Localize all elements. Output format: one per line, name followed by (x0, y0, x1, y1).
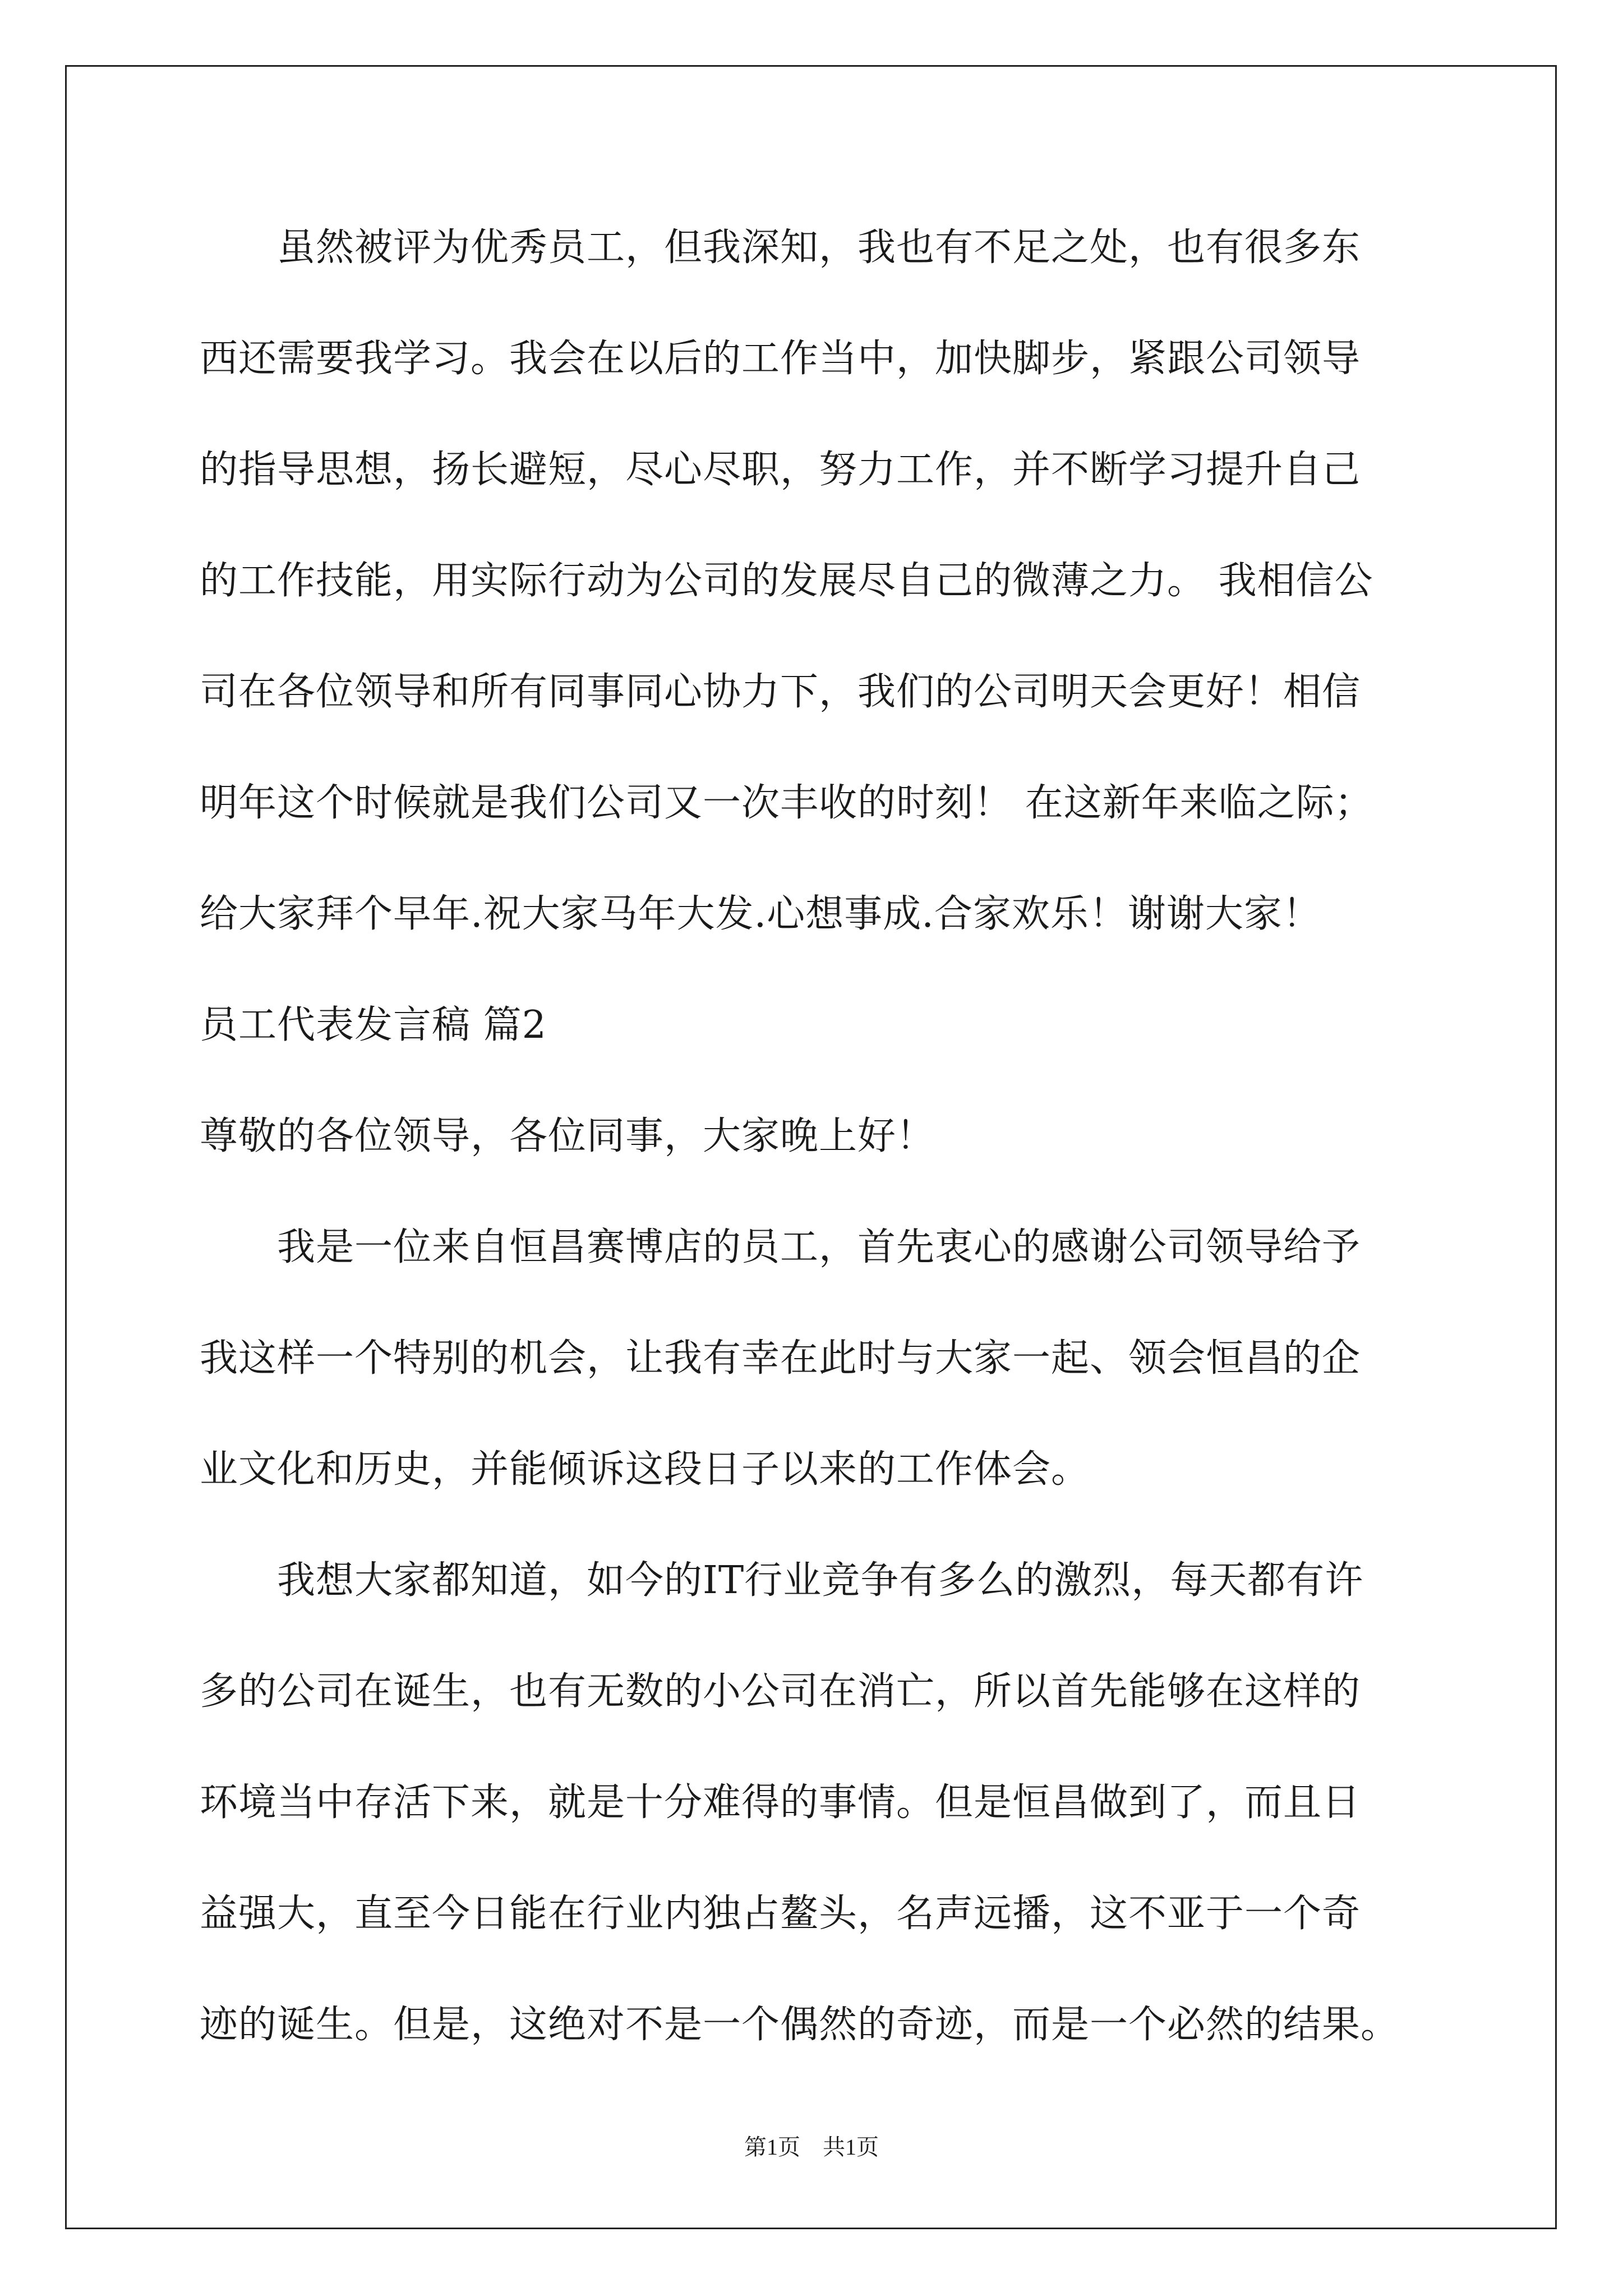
paragraph-line: 给大家拜个早年.祝大家马年大发.心想事成.合家欢乐！谢谢大家！ (200, 892, 1321, 936)
paragraph-line: 我这样一个特别的机会，让我有幸在此时与大家一起、领会恒昌的企 (200, 1336, 1361, 1381)
paragraph-line: 多的公司在诞生，也有无数的小公司在消亡，所以首先能够在这样的 (200, 1669, 1361, 1714)
paragraph-line: 环境当中存活下来，就是十分难得的事情。但是恒昌做到了，而且日 (200, 1780, 1361, 1825)
paragraph-line: 益强大，直至今日能在行业内独占鳌头，名声远播，这不亚于一个奇 (200, 1892, 1361, 1936)
paragraph-line: 的指导思想，扬长避短，尽心尽职，努力工作，并不断学习提升自己 (200, 448, 1361, 492)
paragraph-line: 司在各位领导和所有同事同心协力下，我们的公司明天会更好！相信 (200, 670, 1361, 714)
paragraph-line: 虽然被评为优秀员工，但我深知，我也有不足之处，也有很多东 (200, 226, 1361, 270)
paragraph-line: 我想大家都知道，如今的IT行业竞争有多么的激烈，每天都有许 (200, 1558, 1364, 1603)
paragraph-line: 西还需要我学习。我会在以后的工作当中，加快脚步，紧跟公司领导 (200, 337, 1361, 381)
paragraph-line: 的工作技能，用实际行动为公司的发展尽自己的微薄之力。 我相信公 (200, 559, 1373, 603)
paragraph-line: 明年这个时候就是我们公司又一次丰收的时刻！ 在这新年来临之际； (200, 781, 1373, 825)
paragraph-line: 我是一位来自恒昌赛博店的员工，首先衷心的感谢公司领导给予 (200, 1225, 1361, 1269)
salutation-line: 尊敬的各位领导，各位同事，大家晚上好！ (200, 1114, 935, 1158)
page-number-footer: 第1页 共1页 (744, 2134, 879, 2160)
paragraph-line: 迹的诞生。但是，这绝对不是一个偶然的奇迹，而是一个必然的结果。 (200, 2003, 1400, 2047)
paragraph-line: 业文化和历史，并能倾诉这段日子以来的工作体会。 (200, 1447, 1090, 1492)
section-heading: 员工代表发言稿 篇2 (200, 1003, 547, 1047)
